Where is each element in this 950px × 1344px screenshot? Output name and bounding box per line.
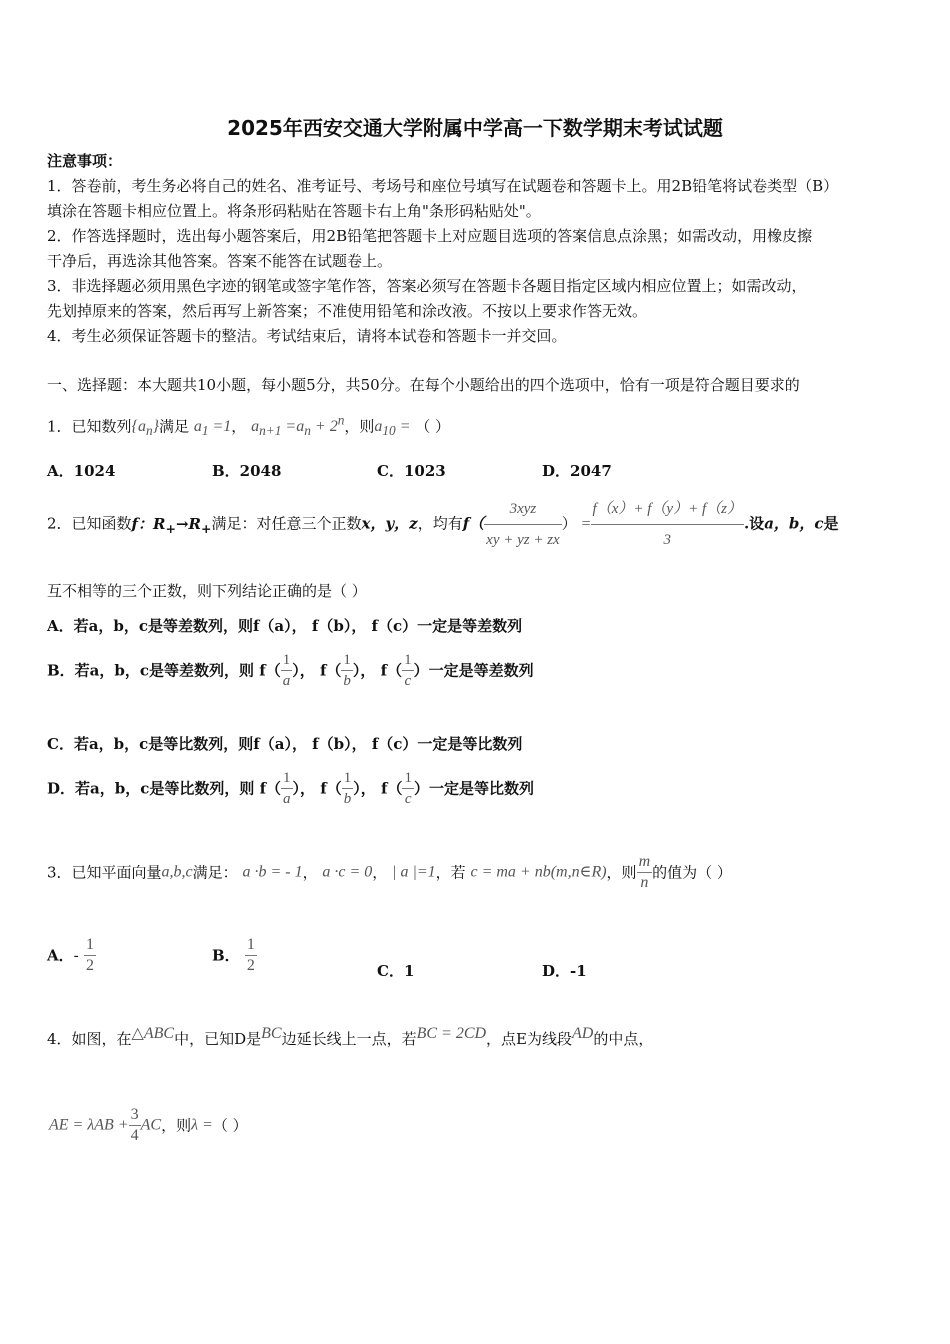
q3-ac: a ·c = 0 <box>322 863 373 881</box>
q4-triangle: △ABC <box>131 1025 175 1042</box>
q1-text: ，则 <box>344 417 375 436</box>
q2-text: 是 <box>823 514 839 533</box>
question-4-line2: AE = λAB + $\frac{3}{4}$ AC，则λ =（ ） <box>49 1106 248 1144</box>
section-heading: 一、选择题：本大题共10小题，每小题5分，共50分。在每个小题给出的四个选项中，恰有一项是符合题目要求的 <box>47 376 800 394</box>
q1-a1: $a_1 =1$ <box>193 418 232 439</box>
question-3: 3．已知平面向量a,b,c满足： a ·b = - 1， a ·c = 0， | a |=1，若 c = ma + nb(m,n∈R)，则 $\frac{m}{n}$ 的值为（ ） <box>47 853 732 891</box>
q1-text: 满足 <box>159 417 190 436</box>
q3-abs: | a |=1 <box>392 863 436 881</box>
notice-heading: 注意事项： <box>47 152 123 170</box>
q1-option-c[interactable]: C．1023 <box>377 462 446 480</box>
q3-c-expr: c = ma + nb(m,n∈R) <box>470 863 607 881</box>
q3-vectors: a,b,c <box>161 863 193 881</box>
q2-f: f（ <box>462 514 485 533</box>
q3-option-b[interactable]: B． $\frac{1}{2}$ <box>212 936 255 974</box>
q1-seq: $\{a_n\}$ <box>131 418 160 439</box>
q2-text: 满足：对任意三个正数 <box>211 514 362 533</box>
q2-option-a[interactable]: A．若a，b，c是等差数列，则f（a）， f（b）， f（c）一定是等差数列 <box>47 617 523 635</box>
q2-eq: = <box>581 515 591 533</box>
question-4: 4．如图，在△ABC中，已知D是BC边延长线上一点，若BC = 2CD，点E为线段AD的中点， <box>47 1025 654 1048</box>
notice-line: 1．答卷前，考生务必将自己的姓名、准考证号、考场号和座位号填写在试题卷和答题卡上。用2B铅笔将试卷类型（B） <box>47 177 839 195</box>
q4-lambda: λ = <box>191 1116 213 1134</box>
answer-blank: （ ） <box>415 417 451 436</box>
q2-option-c[interactable]: C．若a，b，c是等比数列，则f（a）， f（b）， f（c）一定是等比数列 <box>47 735 523 753</box>
comma: ， <box>231 417 247 436</box>
q2-option-d[interactable]: D．若a，b，c是等比数列，则 f（ $\frac{1}{a}$ ）， f（ $\frac{1}{b}$ ）， f（ $\frac{1}{c}$ ）一定是等比数列 <box>47 770 534 807</box>
q1-recurrence: $a_{n+1} =a_n + 2^n$ <box>251 413 345 439</box>
notice-line: 先划掉原来的答案，然后再写上新答案；不准使用铅笔和涂改液。不按以上要求作答无效。 <box>47 302 648 320</box>
q4-ae-expr: AE = λAB + <box>49 1116 129 1134</box>
q2-prefix: 2．已知函数 <box>47 514 132 533</box>
q4-ad: AD <box>572 1025 594 1042</box>
q3-option-a[interactable]: A．- $\frac{1}{2}$ <box>47 936 94 974</box>
page-title: 2025年西安交通大学附属中学高一下数学期末考试试题 <box>227 116 723 140</box>
q1-option-b[interactable]: B．2048 <box>212 462 282 480</box>
q4-bc: BC <box>261 1025 282 1042</box>
q3-m-over-n: $\frac{m}{n}$ <box>638 853 651 891</box>
q2-option-b[interactable]: B．若a，b，c是等差数列，则 f（ $\frac{1}{a}$ ）， f（ $\frac{1}{b}$ ）， f（ $\frac{1}{c}$ ）一定是等差数列 <box>47 652 534 689</box>
q2-text: .设 <box>743 514 765 533</box>
notice-line: 干净后，再选涂其他答案。答案不能答在试题卷上。 <box>47 252 393 270</box>
q2-text: ，均有 <box>417 514 463 533</box>
q2-fraction-2: $\frac{f(x)+ f(y)+ f(z)}{3}$ <box>591 494 744 555</box>
q3-option-c[interactable]: C．1 <box>377 962 415 980</box>
notice-line: 3．非选择题必须用黑色字迹的钢笔或签字笔作答，答案必须写在答题卡各题目指定区域内相应位置上；如需改动， <box>47 277 807 295</box>
q1-a10: $a_{10}$ = <box>374 418 411 439</box>
notice-line: 2．作答选择题时，选出每小题答案后，用2B铅笔把答题卡上对应题目选项的答案信息点涂黑；如需改动，用橡皮擦 <box>47 227 813 245</box>
q4-fraction: $\frac{3}{4}$ <box>130 1106 139 1144</box>
question-2-line2: 互不相等的三个正数，则下列结论正确的是（ ） <box>47 582 367 600</box>
q2-vars: x，y，z <box>361 514 418 533</box>
q2-function-decl: f：$R_+\to R_+$ <box>131 514 212 536</box>
q4-bc-eq: BC = 2CD <box>416 1025 487 1042</box>
notice-line: 填涂在答题卡相应位置上。将条形码粘贴在答题卡右上角"条形码粘贴处"。 <box>47 202 541 220</box>
q2-fraction: $\frac{\text{3xyz}}{xy + yz + zx}$ <box>484 494 562 555</box>
question-2 <box>47 494 839 555</box>
q1-prefix: 1．已知数列 <box>47 417 132 436</box>
q2-close: ） <box>561 514 577 533</box>
q2-abc: a，b，c <box>764 514 824 533</box>
q3-option-d[interactable]: D．-1 <box>542 962 587 980</box>
q1-option-d[interactable]: D．2047 <box>542 462 612 480</box>
question-1 <box>47 410 450 443</box>
notice-line: 4．考生必须保证答题卡的整洁。考试结束后，请将本试卷和答题卡一并交回。 <box>47 327 567 345</box>
q1-option-a[interactable]: A．1024 <box>47 462 116 480</box>
q3-ab: a ·b = - 1 <box>242 863 303 881</box>
